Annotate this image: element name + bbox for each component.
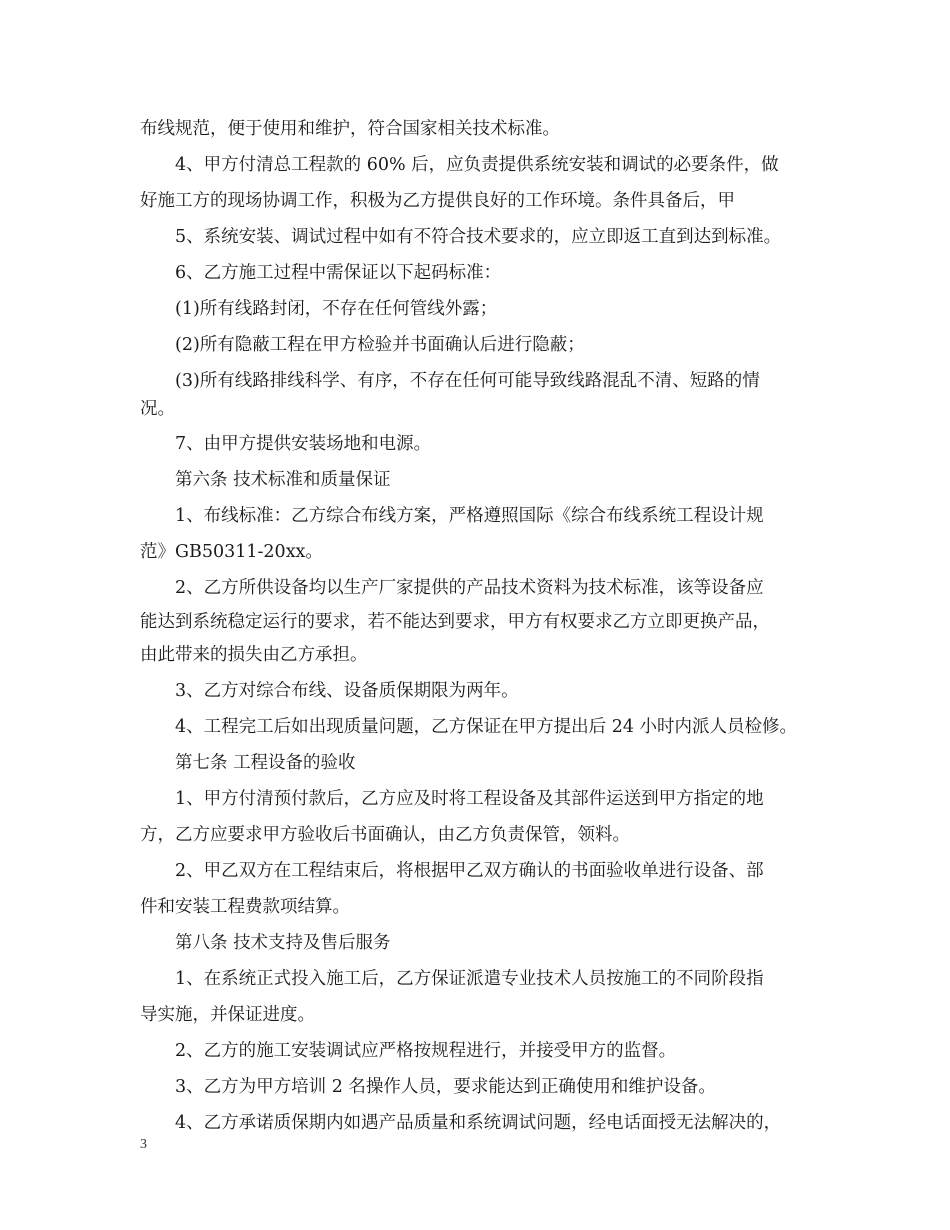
- text-line: 1、在系统正式投入施工后，乙方保证派遣专业技术人员按施工的不同阶段指: [175, 969, 764, 989]
- text-line: (1)所有线路封闭，不存在任何管线外露；: [175, 299, 498, 319]
- text-line: 2、乙方的施工安装调试应严格按规程进行，并接受甲方的监督。: [175, 1041, 677, 1061]
- text-line: 4、工程完工后如出现质量问题，乙方保证在甲方提出后 24 小时内派人员检修。: [175, 717, 798, 737]
- text-line: 4、甲方付清总工程款的 60% 后，应负责提供系统安装和调试的必要条件，做: [175, 155, 779, 175]
- text-line: 7、由甲方提供安装场地和电源。: [175, 434, 432, 454]
- text-line: 好施工方的现场协调工作，积极为乙方提供良好的工作环境。条件具备后，甲: [140, 191, 735, 211]
- text-line: 范》GB50311-20xx。: [140, 542, 323, 562]
- text-line: 2、甲乙双方在工程结束后，将根据甲乙双方确认的书面验收单进行设备、部: [175, 861, 764, 881]
- text-line: 能达到系统稳定运行的要求，若不能达到要求，甲方有权要求乙方立即更换产品，: [140, 612, 770, 632]
- text-line: 件和安装工程费款项结算。: [140, 897, 350, 917]
- page-number: 3: [140, 1137, 147, 1152]
- section-heading: 第六条 技术标准和质量保证: [175, 470, 391, 490]
- text-line: 1、甲方付清预付款后，乙方应及时将工程设备及其部件运送到甲方指定的地: [175, 789, 764, 809]
- text-line: 4、乙方承诺质保期内如遇产品质量和系统调试问题，经电话面授无法解决的，: [175, 1113, 782, 1133]
- section-heading: 第八条 技术支持及售后服务: [175, 933, 391, 953]
- text-line: 导实施，并保证进度。: [140, 1005, 315, 1025]
- text-line: 3、乙方为甲方培训 2 名操作人员，要求能达到正确使用和维护设备。: [175, 1077, 716, 1097]
- text-line: 由此带来的损失由乙方承担。: [140, 645, 368, 665]
- text-line: 6、乙方施工过程中需保证以下起码标准：: [175, 263, 502, 283]
- text-line: 3、乙方对综合布线、设备质保期限为两年。: [175, 681, 519, 701]
- text-line: 布线规范，便于使用和维护，符合国家相关技术标准。: [140, 119, 560, 139]
- text-line: 方，乙方应要求甲方验收后书面确认，由乙方负责保管，领料。: [140, 825, 630, 845]
- text-line: 2、乙方所供设备均以生产厂家提供的产品技术资料为技术标准，该等设备应: [175, 578, 764, 598]
- text-line: (2)所有隐蔽工程在甲方检验并书面确认后进行隐蔽；: [175, 335, 585, 355]
- section-heading: 第七条 工程设备的验收: [175, 753, 356, 773]
- text-line: (3)所有线路排线科学、有序，不存在任何可能导致线路混乱不清、短路的情: [175, 371, 760, 391]
- text-line: 5、系统安装、调试过程中如有不符合技术要求的，应立即返工直到达到标准。: [175, 227, 782, 247]
- text-line: 1、布线标准：乙方综合布线方案，严格遵照国际《综合布线系统工程设计规: [175, 506, 764, 526]
- text-line: 况。: [140, 399, 175, 419]
